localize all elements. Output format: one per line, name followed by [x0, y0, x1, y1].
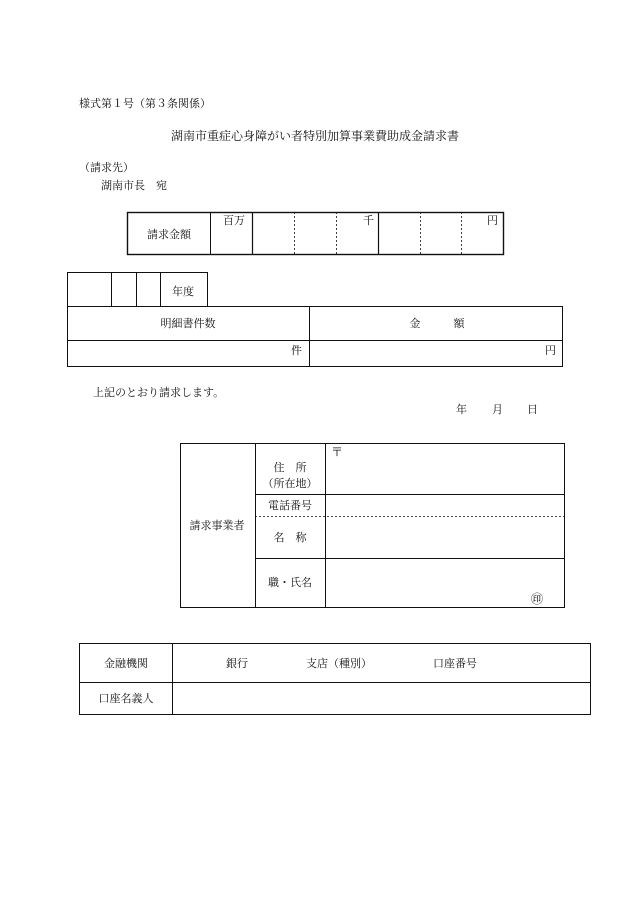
count-field[interactable]: [68, 341, 309, 366]
fiscal-year-digit-1[interactable]: [68, 273, 111, 306]
fiscal-year-digit-2[interactable]: [112, 273, 136, 306]
phone-label: 電話番号: [268, 499, 312, 512]
form-number: 様式第１号（第３条関係）: [79, 97, 211, 110]
seal-icon: ㊞: [531, 592, 544, 606]
account-type-field[interactable]: [375, 644, 431, 682]
branch-label: 支店（種別）: [306, 657, 372, 670]
representative-field[interactable]: [326, 559, 526, 607]
addressee-label: （請求先）: [79, 161, 134, 174]
amount-digit-6[interactable]: [462, 213, 503, 254]
account-number-field[interactable]: [490, 644, 590, 682]
count-header: 明細書件数: [160, 317, 216, 330]
account-number-label: 口座番号: [433, 657, 477, 670]
address-field[interactable]: [343, 444, 564, 494]
total-amount-field[interactable]: [310, 341, 562, 366]
bank-suffix: 銀行: [226, 657, 248, 670]
amount-digit-3[interactable]: [337, 213, 378, 254]
date-month: 月: [492, 403, 503, 416]
business-name-field[interactable]: [326, 517, 564, 558]
address-label: 住 所: [273, 461, 307, 474]
amount-digit-4[interactable]: [379, 213, 420, 254]
amount-digit-2[interactable]: [295, 213, 336, 254]
bank-institution-label: 金融機関: [104, 657, 148, 670]
fiscal-year-digit-3[interactable]: [137, 273, 160, 306]
unit-yen: 円: [487, 214, 498, 227]
date-year: 年: [456, 403, 467, 416]
name-label: 名 称: [273, 531, 307, 544]
unit-thousand: 千: [363, 214, 374, 227]
addressee-name: 湖南市長 宛: [101, 179, 167, 192]
account-holder-field[interactable]: [173, 683, 590, 714]
branch-field[interactable]: [252, 644, 304, 682]
title-name-label: 職・氏名: [268, 576, 312, 589]
phone-field[interactable]: [326, 495, 564, 516]
bank-name-field[interactable]: [173, 644, 223, 682]
postal-mark: 〒: [331, 445, 344, 459]
fiscal-year-suffix: 年度: [172, 285, 194, 298]
unit-million: 百万: [223, 214, 245, 227]
amount-digit-1[interactable]: [253, 213, 294, 254]
declaration-text: 上記のとおり請求します。: [93, 386, 225, 399]
amount-unit: 円: [545, 344, 556, 357]
claimant-section-label: 請求事業者: [189, 519, 245, 532]
address-label-sub: （所在地）: [262, 477, 318, 490]
amount-header: 金 額: [409, 317, 465, 330]
count-unit: 件: [291, 344, 302, 357]
page-title: 湖南市重症心身障がい者特別加算事業費助成金請求書: [170, 129, 460, 143]
account-holder-label: 口座名義人: [98, 692, 154, 705]
amount-digit-5[interactable]: [421, 213, 461, 254]
amount-label: 請求金額: [147, 228, 191, 241]
date-day: 日: [527, 403, 538, 416]
